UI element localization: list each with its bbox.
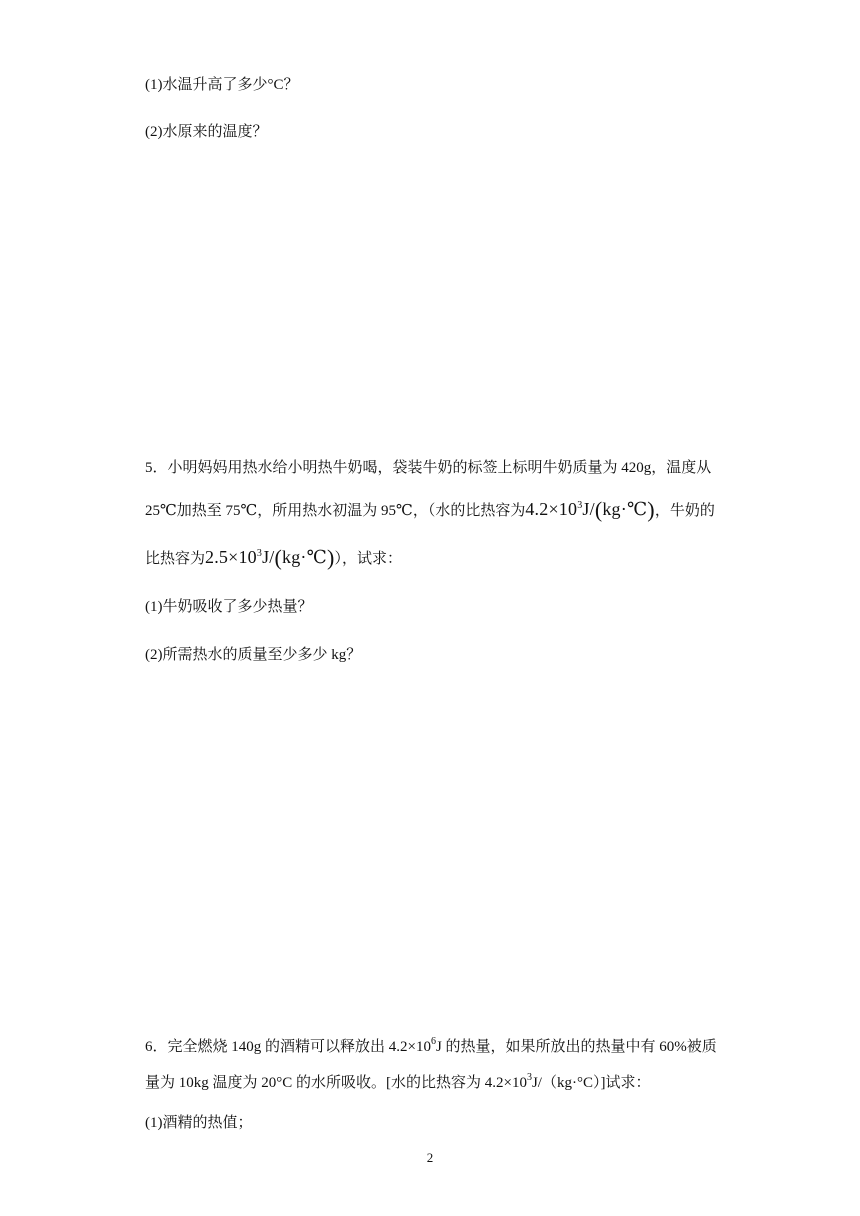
q5-line2 bbox=[145, 496, 715, 521]
q6-sub1: (1)酒精的热值； bbox=[145, 1115, 253, 1131]
milk-specific-heat-formula: $2.5\times 10^3J/(kg\cdot℃)$ bbox=[205, 545, 335, 570]
q6-line2: 量为 10kg 温度为 20°C 的水所吸收。[水的比热容为 $4.2\times 10^3J/(kg\cdot^\circ C)$]试求： bbox=[145, 1072, 651, 1091]
page-number: 2 bbox=[426, 1150, 434, 1165]
q5-line3 bbox=[145, 544, 402, 569]
q5-sub2: (2)所需热水的质量至少多少 kg？ bbox=[145, 647, 362, 663]
q5-line2-text: 25℃加热至 75℃，所用热水初温为 95℃，（水的比热容为 bbox=[145, 503, 526, 519]
q4-sub2: (2)水原来的温度？ bbox=[145, 124, 268, 140]
q5-line2-tail: ，牛奶的 bbox=[654, 503, 715, 519]
q4-sub1: (1)水温升高了多少°C？ bbox=[145, 77, 299, 93]
q5-line1: 5．小明妈妈用热水给小明热牛奶喝，袋装牛奶的标签上标明牛奶质量为 420g，温度从 bbox=[145, 460, 712, 476]
q5-line3-tail: ），试求： bbox=[334, 551, 402, 567]
q5-line3-text: 比热容为 bbox=[145, 551, 206, 567]
water-specific-heat-formula: $4.2\times 10^3J/(kg\cdot℃)$ bbox=[525, 497, 655, 522]
q6-line1: 6．完全燃烧 140g 的酒精可以释放出 $4.2\times 10^6J$ 的热量，如果所放出的热量中有 60%被质 bbox=[145, 1036, 717, 1055]
q5-sub1: (1)牛奶吸收了多少热量？ bbox=[145, 599, 313, 615]
